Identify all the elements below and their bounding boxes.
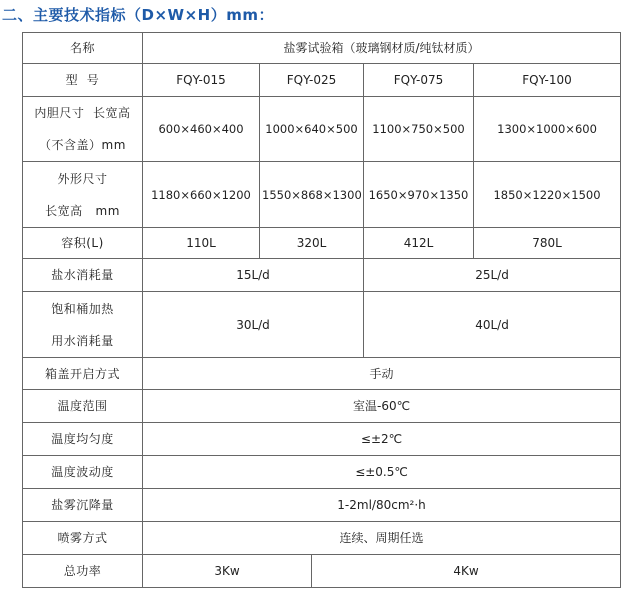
table-row-outer-size bbox=[23, 162, 621, 228]
table-row-uniformity bbox=[23, 423, 621, 456]
outer-size-cell: 1650×970×1350 bbox=[364, 162, 474, 228]
table-row-power bbox=[23, 555, 621, 588]
table-row-fluctuation bbox=[23, 456, 621, 489]
product-name-cell: 盐雾试验箱（玻璃钢材质/纯钛材质） bbox=[143, 33, 621, 64]
spray-cell: 连续、周期任选 bbox=[143, 522, 621, 555]
salt-consumption-cell: 15L/d bbox=[143, 259, 364, 292]
row-label-spray: 喷雾方式 bbox=[23, 522, 143, 555]
water-label-line1: 饱和桶加热 bbox=[51, 301, 114, 316]
section-heading: 二、主要技术指标（D×W×H）mm： bbox=[2, 6, 274, 24]
table-row-settling bbox=[23, 489, 621, 522]
water-label-line2: 用水消耗量 bbox=[51, 333, 114, 348]
model-cell: FQY-025 bbox=[260, 64, 364, 97]
salt-consumption-cell: 25L/d bbox=[364, 259, 621, 292]
row-label-power: 总功率 bbox=[23, 555, 143, 588]
lid-cell: 手动 bbox=[143, 358, 621, 390]
table-row-inner-size bbox=[23, 97, 621, 162]
outer-size-cell: 1550×868×1300 bbox=[260, 162, 364, 228]
table-row-spray bbox=[23, 522, 621, 555]
row-label-outer-size bbox=[23, 162, 143, 228]
row-label-inner-size bbox=[23, 97, 143, 162]
outer-size-cell: 1850×1220×1500 bbox=[474, 162, 621, 228]
row-label-fluctuation: 温度波动度 bbox=[23, 456, 143, 489]
table-row-lid bbox=[23, 358, 621, 390]
row-label-model: 型 号 bbox=[23, 64, 143, 97]
row-label-name: 名称 bbox=[23, 33, 143, 64]
fluctuation-cell: ≤±0.5℃ bbox=[143, 456, 621, 489]
table-row-volume bbox=[23, 228, 621, 259]
volume-cell: 780L bbox=[474, 228, 621, 259]
temp-range-cell: 室温-60℃ bbox=[143, 390, 621, 423]
model-cell: FQY-100 bbox=[474, 64, 621, 97]
water-consumption-cell: 40L/d bbox=[364, 292, 621, 358]
table-row-salt-consumption bbox=[23, 259, 621, 292]
spec-table-main bbox=[22, 32, 621, 588]
row-label-lid: 箱盖开启方式 bbox=[23, 358, 143, 390]
row-label-settling: 盐雾沉降量 bbox=[23, 489, 143, 522]
table-row-name bbox=[23, 33, 621, 64]
settling-cell: 1-2ml/80cm²·h bbox=[143, 489, 621, 522]
volume-cell: 110L bbox=[143, 228, 260, 259]
volume-cell: 320L bbox=[260, 228, 364, 259]
row-label-uniformity: 温度均匀度 bbox=[23, 423, 143, 456]
inner-size-cell: 1300×1000×600 bbox=[474, 97, 621, 162]
model-cell: FQY-075 bbox=[364, 64, 474, 97]
table-row-model bbox=[23, 64, 621, 97]
inner-size-cell: 600×460×400 bbox=[143, 97, 260, 162]
table-row-temp-range bbox=[23, 390, 621, 423]
row-label-temp-range: 温度范围 bbox=[23, 390, 143, 423]
outer-size-cell: 1180×660×1200 bbox=[143, 162, 260, 228]
row-label-water-consumption bbox=[23, 292, 143, 358]
power-cell: 3Kw bbox=[143, 555, 312, 588]
outer-size-label-line1: 外形尺寸 bbox=[57, 171, 108, 186]
power-cell: 4Kw bbox=[312, 555, 621, 588]
table-row-water-consumption bbox=[23, 292, 621, 358]
row-label-salt-consumption: 盐水消耗量 bbox=[23, 259, 143, 292]
inner-size-label-line2: （不含盖）mm bbox=[39, 138, 126, 152]
inner-size-cell: 1000×640×500 bbox=[260, 97, 364, 162]
water-consumption-cell: 30L/d bbox=[143, 292, 364, 358]
volume-cell: 412L bbox=[364, 228, 474, 259]
inner-size-label-line1: 内胆尺寸 长宽高 bbox=[34, 106, 131, 120]
inner-size-cell: 1100×750×500 bbox=[364, 97, 474, 162]
outer-size-label-line2: 长宽高 mm bbox=[45, 203, 120, 218]
model-cell: FQY-015 bbox=[143, 64, 260, 97]
uniformity-cell: ≤±2℃ bbox=[143, 423, 621, 456]
row-label-volume: 容积(L) bbox=[23, 228, 143, 259]
